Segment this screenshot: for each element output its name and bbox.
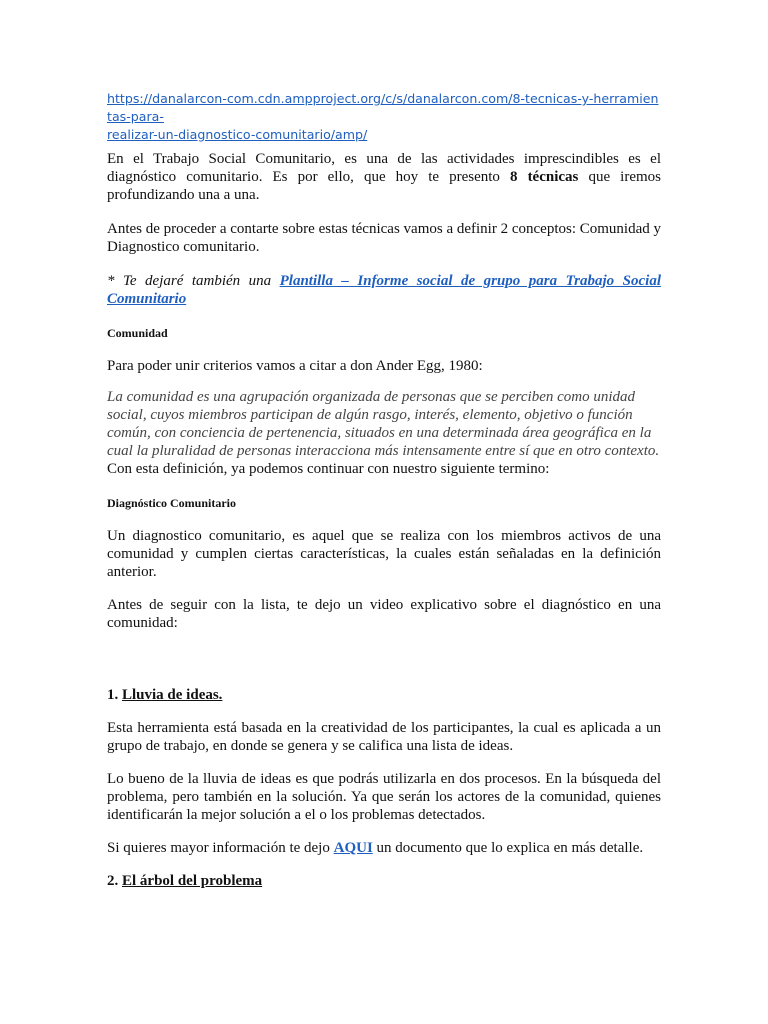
section-1-p3-after: un documento que lo explica en más detalle. xyxy=(372,840,644,856)
section-2-number: 2. xyxy=(107,873,122,889)
diagnostico-heading: Diagnóstico Comunitario xyxy=(107,496,236,510)
diagnostico-definition: Un diagnostico comunitario, es aquel que se realiza con los miembros activos de una comunidad y cumplen ciertas características, la cuales están señaladas en la definición anterior. xyxy=(107,528,661,580)
concepts-paragraph: Antes de proceder a contarte sobre estas técnicas vamos a definir 2 conceptos: Comunidad y Diagnostico comunitario. xyxy=(107,221,661,255)
intro-bold-text: 8 técnicas xyxy=(510,169,579,185)
intro-text-after: que iremos profundizando una a una. xyxy=(107,169,662,203)
section-1-number: 1. xyxy=(107,687,122,703)
section-1-paragraph-3 xyxy=(107,839,661,857)
source-url-line-1[interactable]: https://danalarcon-com.cdn.ampproject.org/c/s/danalarcon.com/8-tecnicas-y-herramientas-para- xyxy=(107,91,659,124)
cite-intro: Para poder unir criterios vamos a citar a don Ander Egg, 1980: xyxy=(107,358,483,374)
section-1-title xyxy=(107,686,661,704)
section-1-p3-before: Si quieres mayor información te dejo xyxy=(107,840,334,856)
comunidad-heading: Comunidad xyxy=(107,326,168,340)
section-2-title xyxy=(107,872,661,890)
source-url-link[interactable] xyxy=(107,90,661,144)
aqui-link[interactable]: AQUI xyxy=(333,840,373,856)
video-placeholder-gap xyxy=(107,632,661,670)
section-1-title-text: Lluvia de ideas. xyxy=(122,687,223,703)
source-url-line-2[interactable]: realizar-un-diagnostico-comunitario/amp/ xyxy=(107,127,368,142)
intro-paragraph xyxy=(107,150,661,204)
section-1-paragraph-2: Lo bueno de la lluvia de ideas es que podrás utilizarla en dos procesos. En la búsqueda del problema, pero también en la solución. Ya que serán los actores de la comunidad, quienes identificarán la mejor solución a el o los problemas detectados. xyxy=(107,771,661,823)
section-2-title-text: El árbol del problema xyxy=(122,873,263,889)
video-note: Antes de seguir con la lista, te dejo un video explicativo sobre el diagnóstico en una comunidad: xyxy=(107,597,661,631)
intro-text-before: En el Trabajo Social Comunitario, es una de las actividades imprescindibles es el diagnóstico comunitario. Es por ello, que hoy te presento xyxy=(107,151,661,185)
template-link[interactable]: Plantilla – Informe social de grupo para Trabajo Social Comunitario xyxy=(107,273,661,307)
template-note-prefix: * Te dejaré también una xyxy=(107,273,280,289)
template-note xyxy=(107,272,661,308)
section-1-paragraph-1: Esta herramienta está basada en la creatividad de los participantes, la cual es aplicada a un grupo de trabajo, en donde se genera y se califica una lista de ideas. xyxy=(107,720,661,754)
comunidad-quote: La comunidad es una agrupación organizada de personas que se perciben como unidad social, cuyos miembros participan de algún rasgo, interés, elemento, objetivo o función común, con conciencia de pertenencia, situados en una determinada área geográfica en la cual la pluralidad de personas interacciona más intensamente entre sí que en otro contexto. xyxy=(107,389,660,459)
after-quote-paragraph: Con esta definición, ya podemos continuar con nuestro siguiente termino: xyxy=(107,461,550,477)
